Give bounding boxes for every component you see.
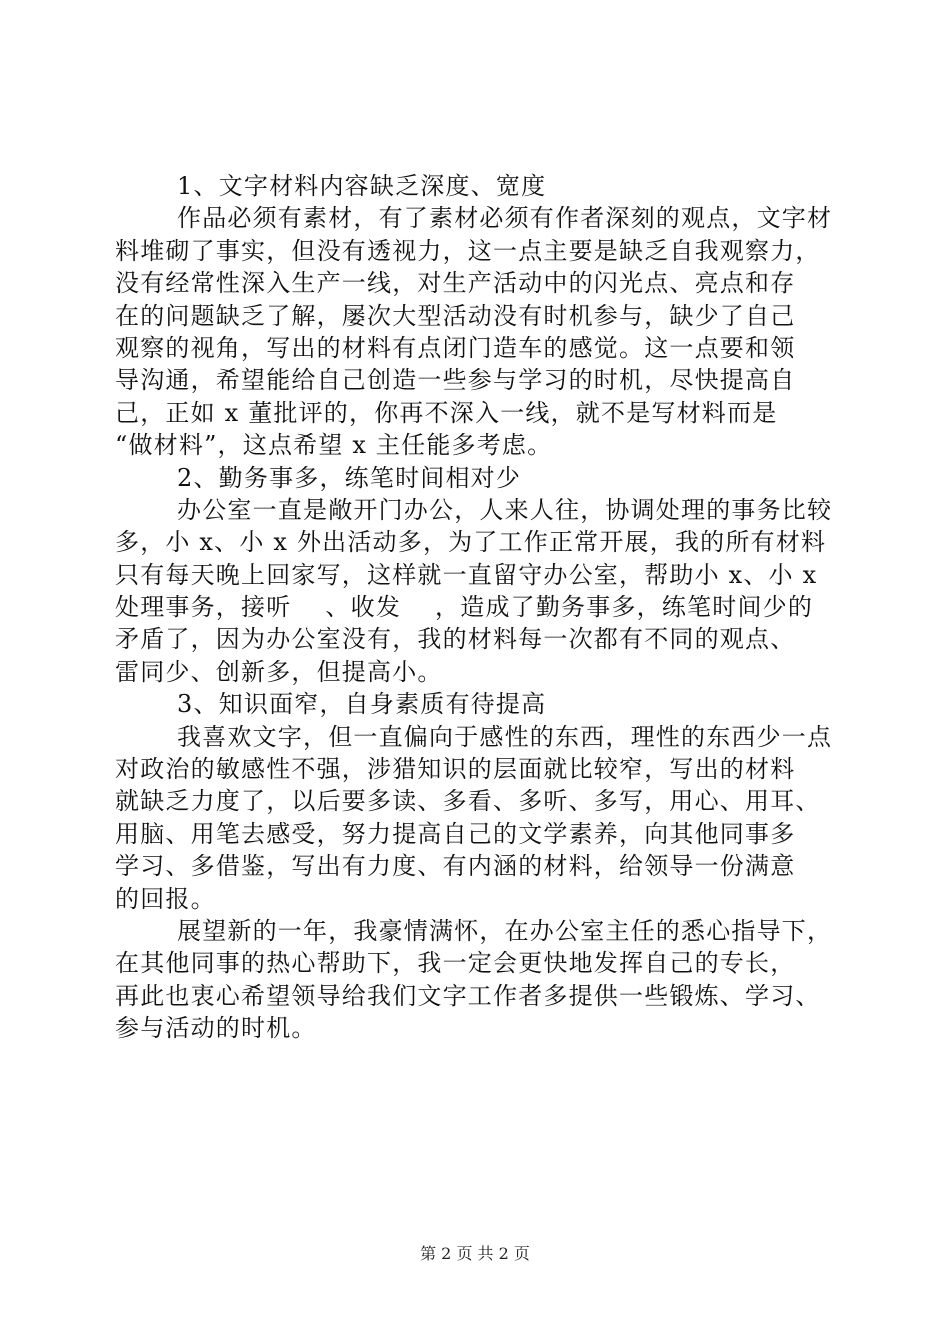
text-line: 参与活动的时机。 <box>115 1014 317 1043</box>
text-line: 矛盾了，因为办公室没有，我的材料每一次都有不同的观点、 <box>115 625 796 654</box>
document-body <box>115 170 835 1045</box>
text-line: 对政治的敏感性不强，涉猎知识的层面就比较窄，写出的材料 <box>115 755 796 784</box>
text-line: 就缺乏力度了，以后要多读、多看、多听、多写，用心、用耳、 <box>115 787 821 816</box>
text-line: 作品必须有素材，有了素材必须有作者深刻的观点，文字材 <box>177 204 833 233</box>
text-line: 在其他同事的热心帮助下，我一定会更快地发挥自己的专长， <box>115 949 796 978</box>
text-line: 没有经常性深入生产一线，对生产活动中的闪光点、亮点和存 <box>115 269 796 298</box>
text-line: 学习、多借鉴，写出有力度、有内涵的材料，给领导一份满意 <box>115 852 796 881</box>
text-line: 处理事务，接听 、收发 ，造成了勤务事多，练笔时间少的 <box>115 593 814 622</box>
page-number-footer <box>0 1244 950 1264</box>
text-line: 办公室一直是敞开门办公，人来人往，协调处理的事务比较 <box>177 495 833 524</box>
text-line: 用脑、用笔去感受，努力提高自己的文学素养，向其他同事多 <box>115 819 796 848</box>
page-number-label: 第 2 页 共 2 页 <box>420 1244 530 1263</box>
text-line: “做材料”，这点希望 x 主任能多考虑。 <box>115 431 553 460</box>
text-line: 3、知识面窄，自身素质有待提高 <box>177 690 547 719</box>
text-line: 2、勤务事多，练笔时间相对少 <box>177 463 522 492</box>
text-line: 只有每天晚上回家写，这样就一直留守办公室，帮助小 x、小 x <box>115 560 818 589</box>
text-line: 展望新的一年，我豪情满怀，在办公室主任的悉心指导下， <box>177 916 833 945</box>
text-line: 的回报。 <box>115 884 216 913</box>
text-line: 己，正如 x 董批评的，你再不深入一线，就不是写材料而是 <box>115 398 778 427</box>
text-line: 我喜欢文字，但一直偏向于感性的东西，理性的东西少一点 <box>177 722 833 751</box>
text-line: 再此也衷心希望领导给我们文字工作者多提供一些锻炼、学习、 <box>115 981 821 1010</box>
text-line: 雷同少、创新多，但提高小。 <box>115 657 443 686</box>
text-line: 1、文字材料内容缺乏深度、宽度 <box>177 172 547 200</box>
text-line: 多，小 x、小 x 外出活动多，为了工作正常开展，我的所有材料 <box>115 528 827 557</box>
text-line: 导沟通，希望能给自己创造一些参与学习的时机，尽快提高自 <box>115 366 796 395</box>
text-line: 观察的视角，写出的材料有点闭门造车的感觉。这一点要和领 <box>115 333 796 362</box>
text-line: 在的问题缺乏了解，屡次大型活动没有时机参与，缺少了自己 <box>115 301 796 330</box>
text-line: 料堆砌了事实，但没有透视力，这一点主要是缺乏自我观察力， <box>115 236 821 265</box>
